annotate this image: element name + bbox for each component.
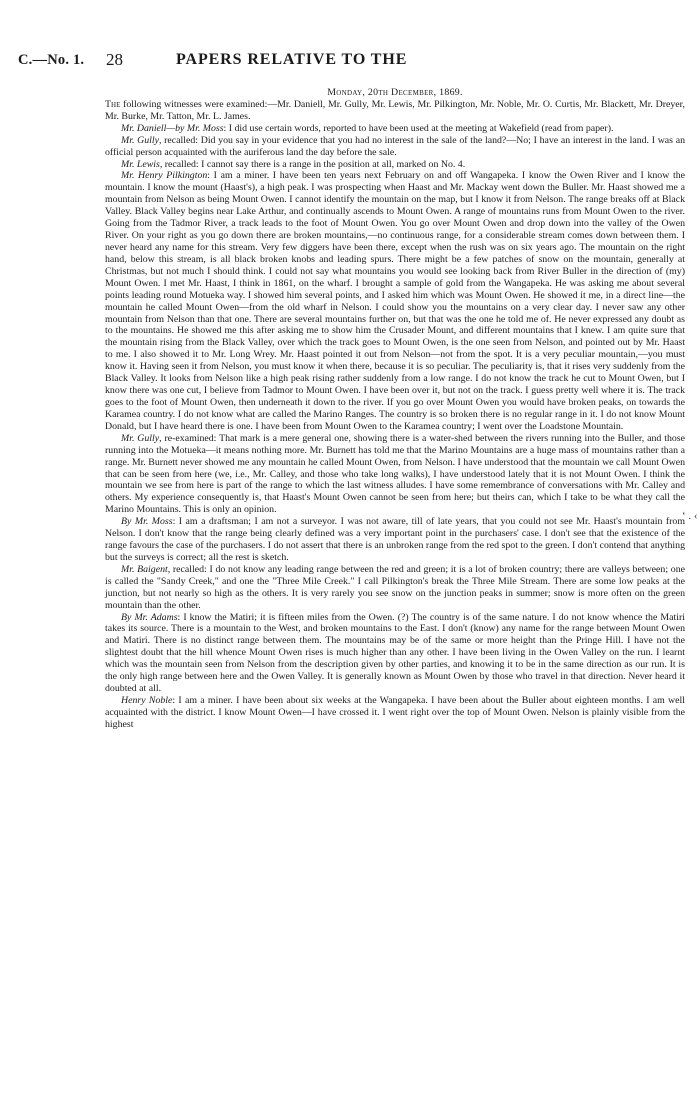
- page-number: 28: [106, 50, 123, 69]
- testimony-paragraph: [105, 159, 685, 171]
- session-date: Monday, 20th December, 1869.: [327, 87, 463, 98]
- witness-list: [105, 99, 685, 123]
- speaker-label: Mr. Baigent: [121, 563, 168, 575]
- margin-mark: ‘ . ‹: [682, 510, 698, 522]
- speaker-label: Mr. Gully: [121, 432, 160, 444]
- testimony-paragraph: [105, 516, 685, 564]
- testimony-text: , recalled: Did you say in your evidence that you had no interest in the sale of the land?—No; I have an interest in the land. I was an official person acquainted with the auriferous land the day before the sale.: [105, 134, 685, 158]
- speaker-label: Mr. Daniell—by Mr. Moss: [121, 122, 224, 134]
- testimony-text: : I did use certain words, reported to have been used at the meeting at Wakefield (read from paper).: [223, 122, 614, 134]
- testimony-paragraph: [105, 135, 685, 159]
- speaker-label: By Mr. Adams: [121, 611, 178, 623]
- speaker-label: Mr. Lewis: [121, 158, 160, 170]
- speaker-label: Mr. Henry Pilkington: [121, 170, 208, 182]
- document-body: [105, 87, 685, 731]
- testimony-text: , recalled: I cannot say there is a range in the position at all, marked on No. 4.: [159, 158, 466, 170]
- document-reference: C.—No. 1.: [18, 52, 85, 68]
- testimony-text: : I am a miner. I have been ten years next February on and off Wangapeka. I know the Owen River and I know the mountain. I know the mount (Haast's), a high peak. I was prospecting when Haast and Mr. Mackay went down the Buller. Mr. Haast showed me a mountain from Nelson as being Mount Owen. I cannot identify the mountain on the map, but I know it from Nelson. The range breaks off at Black Valley. Black Valley begins near Lake Arthur, and continually ascends to Mount Owen. A range of mountains runs from Mount Owen to the river. Going from the Tadmor River, a track leads to the foot of Mount Owen. You go over Mount Owen and drop down into the valley of the Owen River. On your right as you go down there are broken mountains,—no continuous range, for a considerable stream comes down between them. I never heard any name for this stream. Very few diggers have been there, except when the rush was on six years ago. The mountain on the right hand, below this stream, is all black broken knobs and leading spurs. There might be a few patches of snow on the mountain, generally at Christmas, but not much I should think. I could not say what mountains you would see looking back from River Buller in the direction of (my) Mount Owen. I met Mr. Haast, I think in 1861, on the wharf. I brought a sample of gold from the Wangapeka. He was asking me about several points leading round Motueka way. I showed him several points, and I asked him which was Mount Owen. He showed it me, in a direct line—the mountain he called Mount Owen—from the old wharf in Nelson. I could show you the mountains on a very clear day. I never saw any other mountain from Nelson than that one. There are several mountains further on, but that was the one he told me of. He never expressed any doubt as to the mountains. He showed me this after asking me to show him the Crusader Mount, and different mountains that I knew. I am quite sure that the mountain rising from the Black Valley, over which the track goes to Mount Owen, is the one seen from Nelson, and pointed out by Mr. Haast to me. I also showed it to Mr. Long Wrey. Mr. Haast pointed it out from Nelson—not from the spot. It is a very peculiar mountain,—you must know it. Having seen it from Nelson, you must know it when there, because it is so peculiar. The peculiarity is, that it rises very suddenly from the Black Valley. It looks from Nelson like a high peak rising rather suddenly from a low range. I do not know the track he cut to Mount Owen, but I know there was one cut, I believe from Tadmor to Mount Owen. I have been over it, but not on the track. I guess pretty well where it is. The track goes to the foot of Mount Owen, then underneath it down to the river. If you go over Mount Owen you would have broken peaks, on towards the Karamea country. I do not know what are called the Marino Ranges. The country is so broken there is no regular range in it. I do not know Mount Donald, but I have heard there is one. I have been from Mount Owen to the Karamea country; I went over the Loadstone Mountain.: [105, 170, 685, 432]
- testimony-text: : I am a miner. I have been about six weeks at the Wangapeka. I have been about the Buller about eighteen months. I am well acquainted with the district. I know Mount Owen—I have crossed it. I went right over the top of Mount Owen. Nelson is plainly visible from the highest: [105, 695, 685, 730]
- testimony-paragraph: [105, 612, 685, 695]
- testimony-paragraph: [105, 123, 685, 135]
- testimony-paragraph: [105, 433, 685, 516]
- page-header: [18, 52, 682, 72]
- testimony-text: , re-examined: That mark is a mere general one, showing there is a water-shed between the rivers running into the Buller, and those running into the Motueka—it means nothing more. Mr. Burnett has told me that the Marino Mountains are a huge mass of mountains rather than a range. Mr. Burnett never showed me any mountain he called Mount Owen, from Nelson. I have understood that the mountain we call Mount Owen that can be seen from here (we, i.e., Mr. Calley, and those who take long walks), I have understood lately that it is not Mount Owen. I think the mountain we see from here is part of the range to which the last witness alludes. I have some remembrance of conversations with Mr. Calley and others. My experience consequently is, that Haast's Mount Owen cannot be seen from here; but theirs can, which I take to be what they call the Marino Mountains. This is only an opinion.: [105, 432, 686, 516]
- intro-lead-word: The: [105, 98, 121, 110]
- speaker-label: Henry Noble: [121, 695, 173, 707]
- speaker-label: Mr. Gully: [121, 134, 159, 146]
- running-title: PAPERS RELATIVE TO THE: [176, 51, 408, 68]
- intro-text: following witnesses were examined:—Mr. Daniell, Mr. Gully, Mr. Lewis, Mr. Pilkington, Mr. Noble, Mr. O. Curtis, Mr. Blackett, Mr. Dreyer, Mr. Burke, Mr. Tatton, Mr. L. James.: [105, 98, 685, 122]
- testimony-paragraph: [105, 564, 685, 612]
- testimony-text: : I am a draftsman; I am not a surveyor. I was not aware, till of late years, that you could not see Mr. Haast's mountain from Nelson. I don't know that the range being clearly defined was a very important point in the purchasers' case. I don't see that the existence of the range favours the case of the purchasers. I do not assert that there is an unbroken range from the red spot to the green. I don't contend that anything but the surveys is correct; all the rest is sketch.: [105, 516, 685, 563]
- speaker-label: By Mr. Moss: [121, 516, 173, 528]
- testimony-paragraph: [105, 695, 685, 731]
- testimony-paragraph: [105, 170, 685, 432]
- testimony-text: : I know the Matiri; it is fifteen miles from the Owen. (?) The country is of the same nature. I do not know whence the Matiri takes its source. There is a mountain to the West, and broken mountains to the East. I don't (know) any name for the range between Mount Owen and Matiri. There is no distinct range between them. The mountains may be of the same or more height than the Pringe Hill. I have not the slightest doubt that the hill whence Mount Owen rises is much higher than any other. I have been living in the Owen Valley on the run. I learnt which was the mountain seen from Nelson from the description given by other parties, and knowing it to be in the same direction as our run. It is the only high range between here and the Owen Valley. It is generally known as Mount Owen by those who travel in that direction. Never heard it doubted at all.: [105, 611, 686, 695]
- testimony-text: , recalled: I do not know any leading range between the red and green; it is a lot of broken country; there are valleys between; one is called the "Sandy Creek," and one the "Three Mile Creek." I call Pilkington's break the Three Mile Stream. There are some low peaks at the junction, but not nearly so high as the others. It is very rarely you see snow on the junction peaks in summer; snow is more often on the green mountain than the other.: [105, 563, 685, 611]
